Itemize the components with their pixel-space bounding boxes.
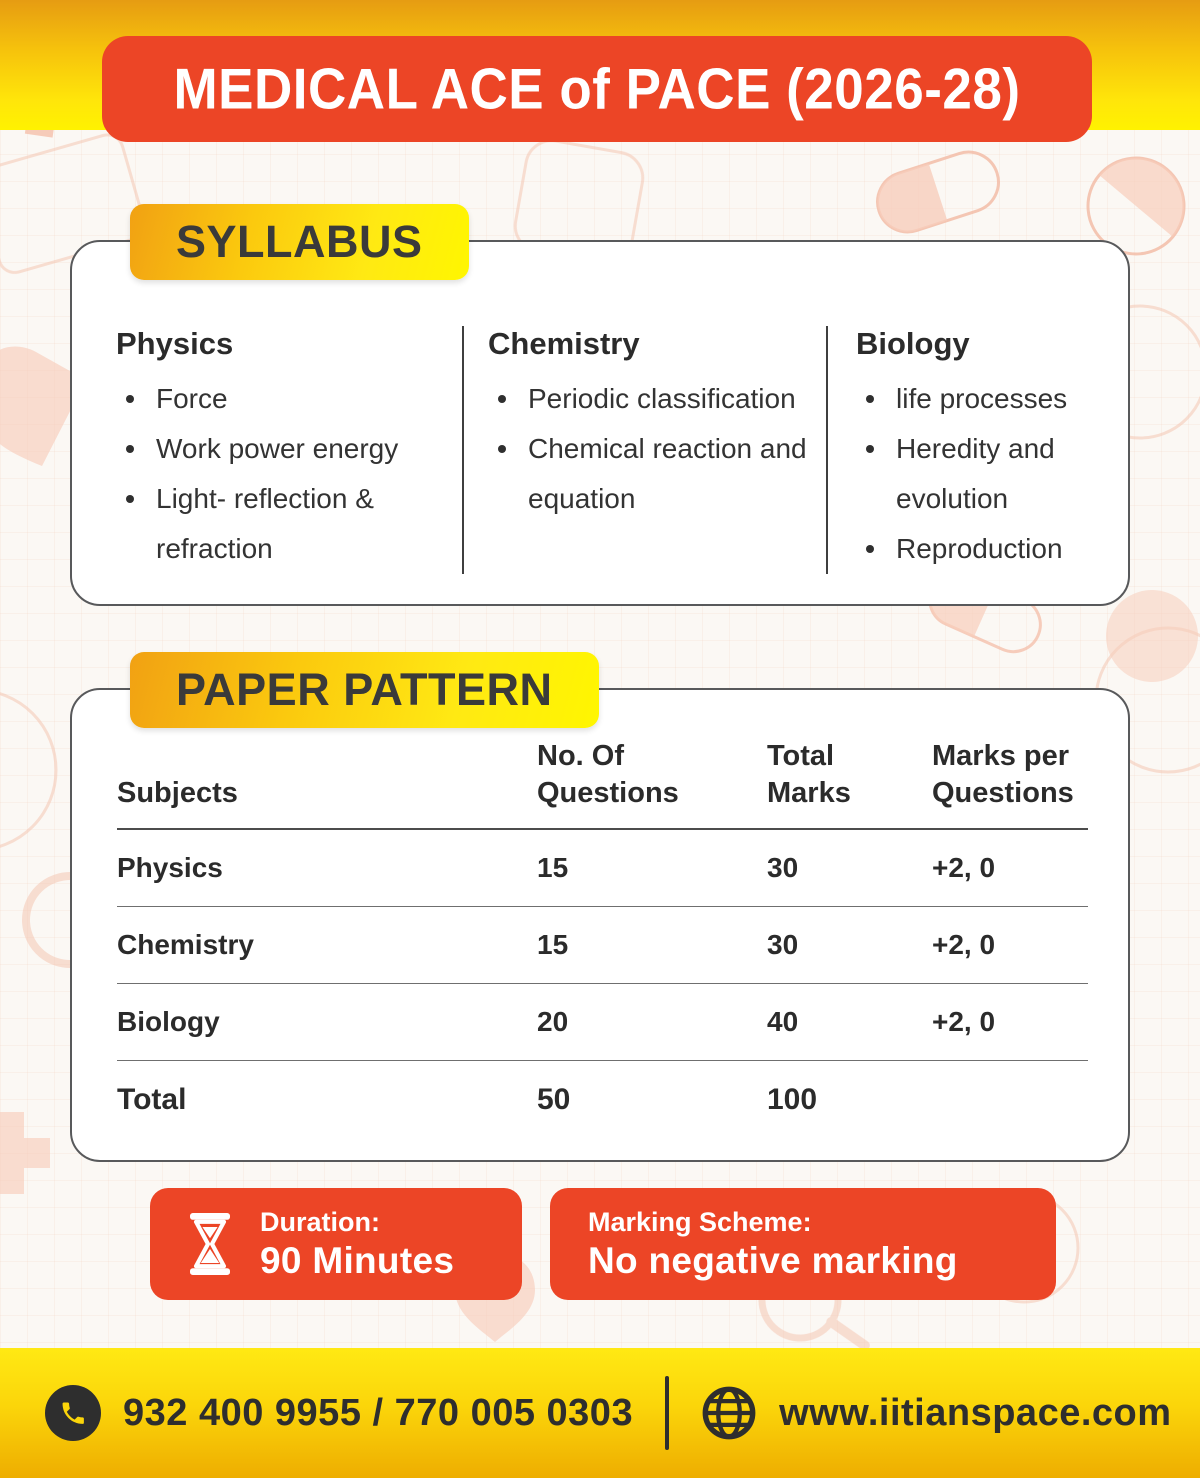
title-banner: [102, 36, 1092, 142]
topic-item: Force: [116, 374, 462, 424]
topic-list: [856, 374, 1088, 574]
cell-subject: Chemistry: [117, 929, 254, 961]
syllabus-columns: [72, 242, 1128, 574]
cell-marks-per-question: +2, 0: [932, 929, 996, 961]
footer-divider: [665, 1376, 669, 1450]
topic-item: Chemical reaction and equation: [488, 424, 826, 524]
syllabus-label: SYLLABUS: [130, 204, 469, 280]
table-row-physics: [117, 830, 1088, 907]
table-row-chemistry: [117, 907, 1088, 984]
column-header-questions: No. Of Questions: [537, 740, 679, 810]
website-url[interactable]: www.iitianspace.com: [779, 1391, 1172, 1434]
paper-pattern-section: [70, 664, 1130, 1162]
duration-badge: [150, 1188, 522, 1300]
phone-numbers[interactable]: 932 400 9955 / 770 005 0303: [123, 1391, 634, 1434]
table-row-biology: [117, 984, 1088, 1061]
paper-pattern-label: PAPER PATTERN: [130, 652, 599, 728]
table-header-row: [117, 738, 1088, 830]
duration-value: 90 Minutes: [260, 1240, 455, 1282]
paper-pattern-table: [72, 690, 1128, 1139]
footer-contact-bar: [0, 1348, 1200, 1478]
column-header-subjects: Subjects: [117, 777, 238, 810]
phone-icon: [45, 1385, 101, 1441]
subject-heading: Biology: [856, 326, 970, 361]
subject-heading: Chemistry: [488, 326, 640, 361]
column-header-total-marks: Total Marks: [767, 740, 851, 810]
syllabus-column-biology: [826, 326, 1088, 574]
cell-questions: 20: [537, 1006, 569, 1038]
info-badges: [150, 1188, 1056, 1300]
topic-item: Light- reflection & refraction: [116, 474, 462, 574]
subject-heading: Physics: [116, 326, 234, 361]
topic-item: Work power energy: [116, 424, 462, 474]
globe-icon: [701, 1385, 757, 1441]
topic-list: [488, 374, 826, 524]
duration-label: Duration:: [260, 1207, 380, 1238]
topic-item: Periodic classification: [488, 374, 826, 424]
cell-marks-per-question: +2, 0: [932, 1006, 996, 1038]
page-title: MEDICAL ACE of PACE (2026-28): [173, 57, 1021, 121]
syllabus-section: [70, 216, 1130, 606]
topic-item: Reproduction: [856, 524, 1088, 574]
topic-list: [116, 374, 462, 574]
cell-marks-per-question: +2, 0: [932, 852, 996, 884]
hourglass-icon: [184, 1211, 236, 1277]
marking-scheme-badge: [550, 1188, 1056, 1300]
column-header-marks-per-question: Marks per Questions: [932, 740, 1074, 810]
cell-subject: Physics: [117, 852, 223, 884]
cell-questions: 15: [537, 852, 569, 884]
cell-subject: Total: [117, 1083, 187, 1117]
cell-total-marks: 40: [767, 1006, 799, 1038]
cell-subject: Biology: [117, 1006, 220, 1038]
syllabus-column-chemistry: [462, 326, 826, 574]
cell-questions: 50: [537, 1083, 571, 1117]
cell-questions: 15: [537, 929, 569, 961]
syllabus-column-physics: [116, 326, 462, 574]
topic-item: life processes: [856, 374, 1088, 424]
marking-scheme-value: No negative marking: [588, 1240, 958, 1282]
cell-total-marks: 30: [767, 852, 799, 884]
cell-total-marks: 100: [767, 1083, 818, 1117]
table-row-total: [117, 1061, 1088, 1139]
cell-total-marks: 30: [767, 929, 799, 961]
topic-item: Heredity and evolution: [856, 424, 1088, 524]
marking-scheme-label: Marking Scheme:: [588, 1207, 812, 1238]
